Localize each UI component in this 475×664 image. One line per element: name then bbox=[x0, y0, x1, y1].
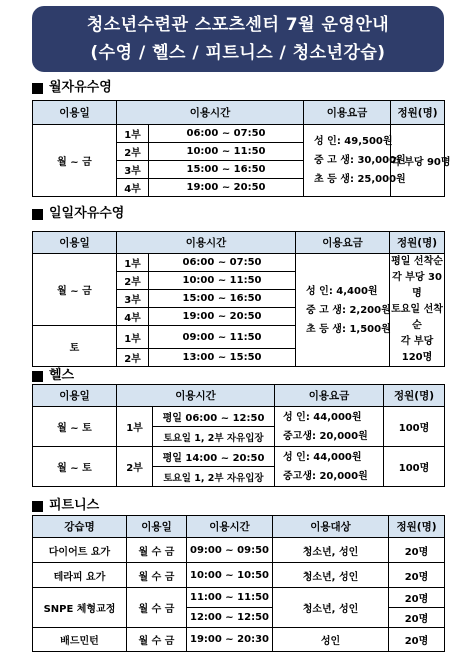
class-day: 월 수 금 bbox=[127, 563, 187, 588]
class-time: 11:00 ~ 11:50 bbox=[187, 588, 273, 608]
part-cell: 3부 bbox=[117, 161, 149, 179]
fee-cell bbox=[304, 125, 406, 197]
part-cell: 2부 bbox=[117, 143, 149, 161]
section-heading-daily-swim bbox=[32, 206, 124, 222]
saturday-time-cell: 토요일 1, 2부 자유입장 bbox=[153, 467, 275, 487]
part-cell: 1부 bbox=[117, 254, 149, 272]
square-bullet-icon bbox=[32, 83, 43, 94]
time-cell: 15:00 ~ 16:50 bbox=[149, 161, 304, 179]
fee-adult: 성 인: 44,000원 bbox=[283, 451, 362, 463]
fee-teen: 중 고 생: 2,200원 bbox=[306, 304, 391, 316]
class-time: 09:00 ~ 09:50 bbox=[187, 538, 273, 563]
section-title: 월자유수영 bbox=[49, 80, 112, 95]
class-capacity: 20명 bbox=[389, 628, 445, 652]
part-cell: 4부 bbox=[117, 179, 149, 197]
part-cell: 2부 bbox=[117, 349, 149, 367]
health-table bbox=[32, 384, 445, 487]
day-cell: 월 ~ 금 bbox=[33, 125, 117, 197]
class-day: 월 수 금 bbox=[127, 588, 187, 628]
part-cell: 1부 bbox=[117, 407, 153, 447]
class-capacity: 20명 bbox=[389, 608, 445, 628]
header-capacity: 정원(명) bbox=[391, 101, 445, 125]
fee-adult: 성 인: 44,000원 bbox=[283, 411, 362, 423]
class-day: 월 수 금 bbox=[127, 628, 187, 652]
square-bullet-icon bbox=[32, 501, 43, 512]
time-cell: 13:00 ~ 15:50 bbox=[149, 349, 296, 367]
day-cell: 월 ~ 토 bbox=[33, 447, 117, 487]
class-target: 청소년, 성인 bbox=[273, 538, 389, 563]
time-cell: 06:00 ~ 07:50 bbox=[149, 125, 304, 143]
class-time: 10:00 ~ 10:50 bbox=[187, 563, 273, 588]
capacity-cell: 100명 bbox=[384, 447, 445, 487]
class-time: 12:00 ~ 12:50 bbox=[187, 608, 273, 628]
header-time: 이용시간 bbox=[117, 385, 275, 407]
class-name: 배드민턴 bbox=[33, 628, 127, 652]
daily-swim-table bbox=[32, 231, 445, 367]
part-cell: 3부 bbox=[117, 290, 149, 308]
class-capacity: 20명 bbox=[389, 588, 445, 608]
fee-cell bbox=[296, 254, 390, 367]
time-cell: 15:00 ~ 16:50 bbox=[149, 290, 296, 308]
title-banner bbox=[32, 6, 444, 72]
part-cell: 2부 bbox=[117, 272, 149, 290]
class-name: 테라피 요가 bbox=[33, 563, 127, 588]
square-bullet-icon bbox=[32, 209, 43, 220]
capacity-line: 평일 선착순 bbox=[391, 256, 443, 267]
time-cell: 19:00 ~ 20:50 bbox=[149, 308, 296, 326]
capacity-cell bbox=[390, 254, 445, 367]
section-heading-monthly-swim bbox=[32, 80, 112, 96]
part-cell: 4부 bbox=[117, 308, 149, 326]
header-fee: 이용요금 bbox=[304, 101, 391, 125]
time-cell: 19:00 ~ 20:50 bbox=[149, 179, 304, 197]
fee-teen: 중고생: 20,000원 bbox=[283, 430, 368, 442]
header-day: 이용일 bbox=[33, 101, 117, 125]
section-title: 헬스 bbox=[49, 368, 75, 383]
saturday-day-cell: 토 bbox=[33, 326, 117, 367]
fee-child: 초 등 생: 25,000원 bbox=[314, 174, 406, 185]
class-capacity: 20명 bbox=[389, 538, 445, 563]
time-cell: 10:00 ~ 11:50 bbox=[149, 272, 296, 290]
header-capacity: 정원(명) bbox=[384, 385, 445, 407]
title-line-1: 청소년수련관 스포츠센터 7월 운영안내 bbox=[86, 15, 390, 35]
header-day: 이용일 bbox=[33, 232, 117, 254]
day-cell: 월 ~ 금 bbox=[33, 254, 117, 326]
header-class: 강습명 bbox=[33, 516, 127, 538]
time-cell: 09:00 ~ 11:50 bbox=[149, 326, 296, 349]
section-heading-health bbox=[32, 368, 74, 384]
section-heading-fitness bbox=[32, 498, 99, 514]
monthly-swim-table bbox=[32, 100, 451, 197]
header-fee: 이용요금 bbox=[296, 232, 390, 254]
header-target: 이용대상 bbox=[273, 516, 389, 538]
section-title: 일일자유수영 bbox=[49, 206, 125, 221]
title-line-2: (수영 / 헬스 / 피트니스 / 청소년강습) bbox=[90, 43, 386, 63]
time-cell: 10:00 ~ 11:50 bbox=[149, 143, 304, 161]
capacity-line: 토요일 선착순 bbox=[391, 304, 443, 331]
class-target: 청소년, 성인 bbox=[273, 588, 389, 628]
header-capacity: 정원(명) bbox=[389, 516, 445, 538]
class-time: 19:00 ~ 20:30 bbox=[187, 628, 273, 652]
capacity-cell: 100명 bbox=[384, 407, 445, 447]
class-target: 청소년, 성인 bbox=[273, 563, 389, 588]
header-fee: 이용요금 bbox=[275, 385, 384, 407]
header-capacity: 정원(명) bbox=[390, 232, 445, 254]
header-time: 이용시간 bbox=[117, 101, 304, 125]
day-cell: 월 ~ 토 bbox=[33, 407, 117, 447]
saturday-time-cell: 토요일 1, 2부 자유입장 bbox=[153, 427, 275, 447]
header-time: 이용시간 bbox=[187, 516, 273, 538]
capacity-line: 각 부당 30명 bbox=[392, 272, 442, 299]
fee-adult: 성 인: 49,500원 bbox=[314, 136, 393, 147]
section-title: 피트니스 bbox=[49, 498, 100, 513]
fee-cell bbox=[275, 407, 384, 447]
weekday-time-cell: 평일 06:00 ~ 12:50 bbox=[153, 407, 275, 427]
part-cell: 2부 bbox=[117, 447, 153, 487]
class-capacity: 20명 bbox=[389, 563, 445, 588]
weekday-time-cell: 평일 14:00 ~ 20:50 bbox=[153, 447, 275, 467]
fee-teen: 중 고 생: 30,000원 bbox=[314, 155, 406, 166]
square-bullet-icon bbox=[32, 371, 43, 382]
header-time: 이용시간 bbox=[117, 232, 296, 254]
class-name: 다이어트 요가 bbox=[33, 538, 127, 563]
part-cell: 1부 bbox=[117, 125, 149, 143]
capacity-line: 각 부당 120명 bbox=[400, 336, 434, 363]
fee-child: 초 등 생: 1,500원 bbox=[306, 323, 391, 335]
fee-adult: 성 인: 4,400원 bbox=[306, 285, 378, 297]
fee-teen: 중고생: 20,000원 bbox=[283, 470, 368, 482]
class-target: 성인 bbox=[273, 628, 389, 652]
part-cell: 1부 bbox=[117, 326, 149, 349]
fee-cell bbox=[275, 447, 384, 487]
header-day: 이용일 bbox=[127, 516, 187, 538]
fitness-table bbox=[32, 515, 445, 652]
capacity-cell: 각 부당 90명 bbox=[391, 125, 445, 197]
class-name: SNPE 체형교정 bbox=[33, 588, 127, 628]
time-cell: 06:00 ~ 07:50 bbox=[149, 254, 296, 272]
header-day: 이용일 bbox=[33, 385, 117, 407]
class-day: 월 수 금 bbox=[127, 538, 187, 563]
